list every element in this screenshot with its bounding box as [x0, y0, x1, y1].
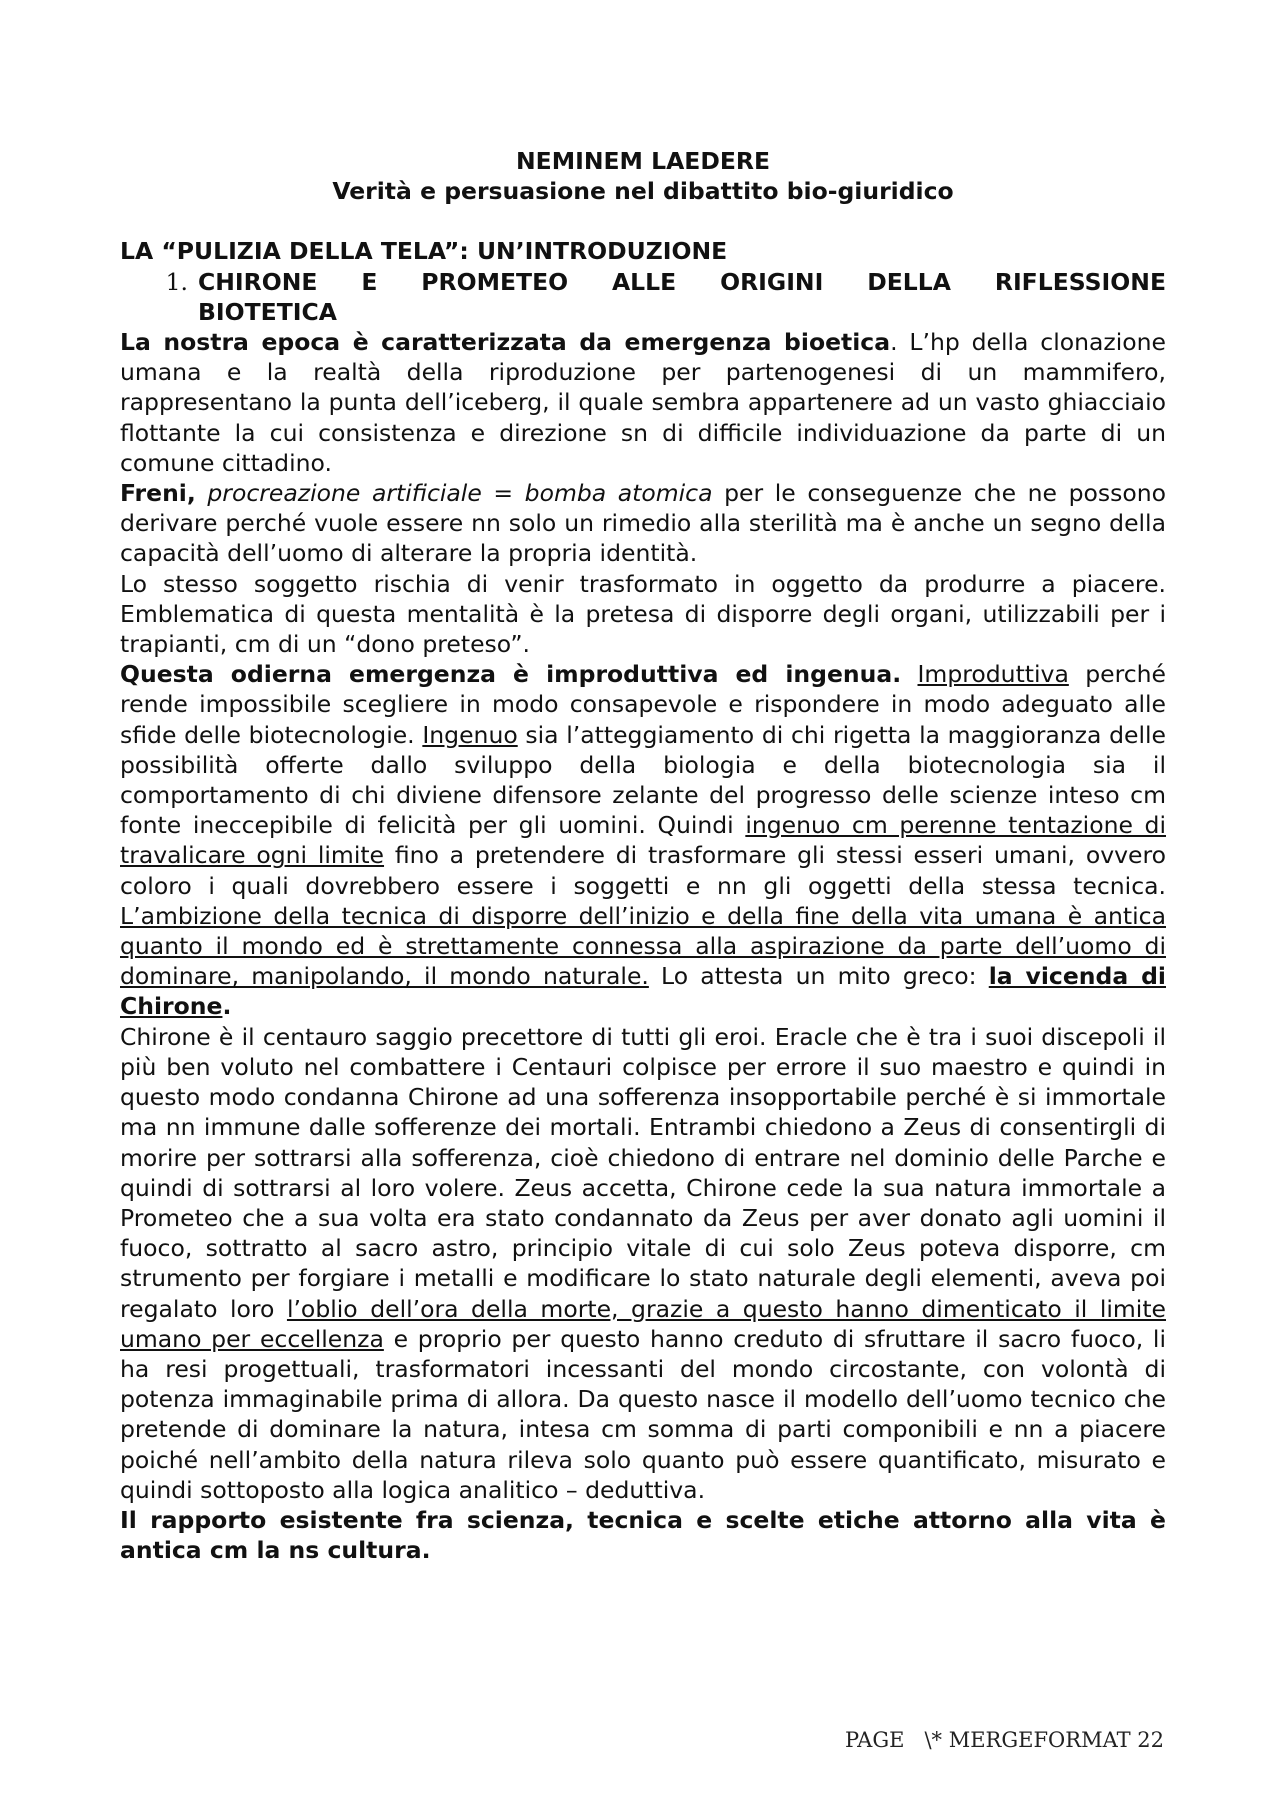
p4-text-1: perché rende impossibile scegliere in modo consapevole e rispondere in modo adeguato alle sfide delle biotecnologie.: [120, 660, 1166, 749]
p6-bold-text: Il rapporto esistente fra scienza, tecnica e scelte etiche attorno alla vita è antica cm la ns cultura.: [120, 1505, 1166, 1565]
p5-text-2: e proprio per questo hanno creduto di sfruttare il sacro fuoco, li ha resi progettuali, trasformatori incessanti del mondo circostante, con volontà di potenza immaginabile prima di allora. Da questo nasce il modello dell’uomo tecnico che pretende di dominare la natura, intesa cm somma di parti componibili e nn a piacere poiché nell’ambito della natura rileva solo quanto può essere quantificato, misurato e quindi sottoposto alla logica analitico – deduttiva.: [120, 1324, 1166, 1504]
p4-text-4: Lo attesta un mito greco:: [648, 962, 989, 991]
paragraph-2: [120, 478, 1166, 569]
blank-line: [120, 206, 1166, 236]
document-subtitle: Verità e persuasione nel dibattito bio-giuridico: [332, 177, 954, 206]
p4-bold-underlined-chirone: la vicenda di Chirone: [120, 962, 1166, 1021]
p4-text-2: sia l’atteggiamento di chi rigetta la maggioranza delle possibilità offerte dallo sviluppo della biologia e della biotecnologia sia il comportamento di chi diviene difensore zelante del progresso delle scienze inteso cm fonte ineccepibile di felicità per gli uomini. Quindi: [120, 720, 1166, 840]
paragraph-5: [120, 1022, 1166, 1505]
numbered-heading-line1: CHIRONE E PROMETEO ALLE ORIGINI DELLA RIFLESSIONE: [198, 267, 1166, 296]
p4-bold-text: Questa odierna emergenza è improduttiva ed ingenua.: [120, 660, 902, 689]
p4-underlined-tentazione: ingenuo cm perenne tentazione di travalicare ogni limite: [120, 811, 1166, 870]
p2-italic-text: procreazione artificiale = bomba atomica: [207, 479, 713, 508]
paragraph-1: [120, 327, 1166, 478]
numbered-heading-text: [198, 267, 1166, 327]
numbered-heading-line2: BIOTETICA: [198, 297, 337, 326]
p4-underlined-ingenuo: Ingenuo: [422, 720, 518, 749]
p5-text-1: Chirone è il centauro saggio precettore di tutti gli eroi. Eracle che è tra i suoi discepoli il più ben voluto nel combattere i Centauri colpisce per errore il suo maestro e quindi in questo modo condanna Chirone ad una sofferenza insopportabile perché è si immortale ma nn immune dalle sofferenze dei mortali. Entrambi chiedono a Zeus di consentirgli di morire per sottrarsi alla sofferenza, cioè chiedono di entrare nel dominio delle Parche e quindi di sottrarsi al loro volere. Zeus accetta, Chirone cede la sua natura immortale a Prometeo che a sua volta era stato condannato da Zeus per aver donato agli uomini il fuoco, sottratto al sacro astro, principio vitale di cui solo Zeus poteva disporre, cm strumento per forgiare i metalli e modificare lo stato naturale degli elementi, aveva poi regalato loro: [120, 1022, 1166, 1323]
numbered-heading: [120, 267, 1166, 327]
p5-underlined-oblio: l’oblio dell’ora della morte, grazie a questo hanno dimenticato il limite umano per eccellenza: [120, 1294, 1166, 1353]
p1-text: . L’hp della clonazione umana e la realtà della riproduzione per partenogenesi di un mammifero, rappresentano la punta dell’iceberg, il quale sembra appartenere ad un vasto ghiacciaio flottante la cui consistenza e direzione sn di difficile individuazione da parte di un comune cittadino.: [120, 328, 1166, 477]
p4-text-3: fino a pretendere di trasformare gli stessi esseri umani, ovvero coloro i quali dovrebbero essere i soggetti e nn gli oggetti della stessa tecnica.: [120, 841, 1166, 900]
paragraph-6: [120, 1505, 1166, 1565]
p2-bold-text: Freni,: [120, 479, 196, 508]
document-body: [120, 146, 1166, 1565]
p1-bold-text: La nostra epoca è caratterizzata da emergenza bioetica: [120, 328, 891, 357]
p4-period: .: [222, 992, 232, 1021]
paragraph-3: Lo stesso soggetto rischia di venir trasformato in oggetto da produrre a piacere. Emblematica di questa mentalità è la pretesa di disporre degli organi, utilizzabili per i trapianti, cm di un “dono preteso”.: [120, 569, 1166, 659]
p2-text: per le conseguenze che ne possono derivare perché vuole essere nn solo un rimedio alla sterilità ma è anche un segno della capacità dell’uomo di alterare la propria identità.: [120, 479, 1166, 568]
section-heading: LA “PULIZIA DELLA TELA”: UN’INTRODUZIONE: [120, 237, 728, 266]
paragraph-4: [120, 659, 1166, 1021]
p4-underlined-ambizione: L’ambizione della tecnica di disporre dell’inizio e della fine della vita umana è antica quanto il mondo ed è strettamente connessa alla aspirazione da parte dell’uomo di dominare, manipolando, il mondo naturale.: [120, 901, 1166, 991]
document-title: NEMINEM LAEDERE: [515, 147, 771, 175]
p4-underlined-improduttiva: Improduttiva: [917, 660, 1069, 689]
list-number: 1.: [165, 267, 188, 296]
page-number-field: PAGE \* MERGEFORMAT 22: [844, 1728, 1164, 1752]
